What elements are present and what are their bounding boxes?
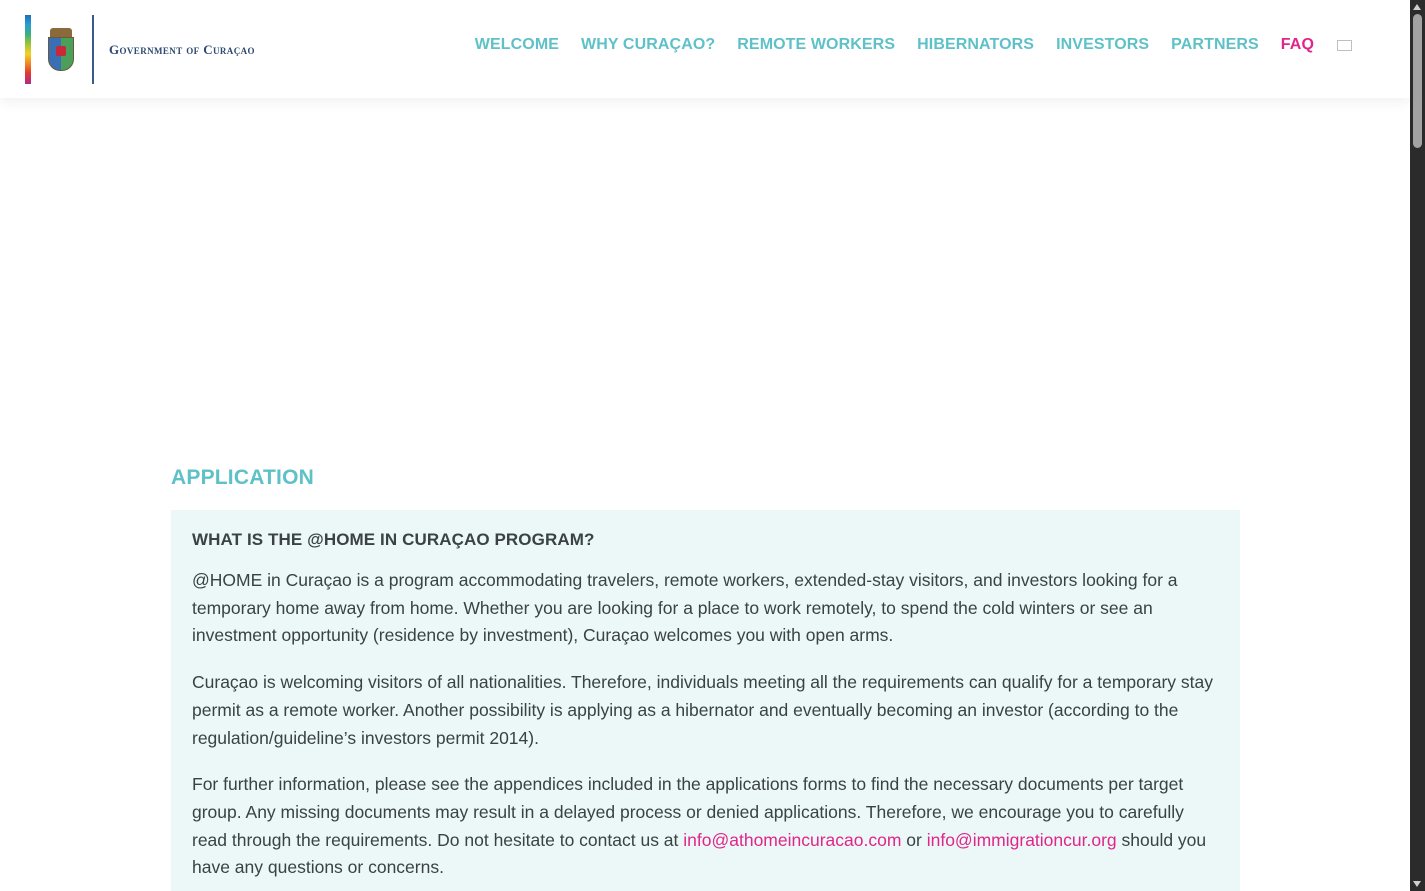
- faq-paragraph-1: @HOME in Curaçao is a program accommodating travelers, remote workers, extended-stay visitors, and investors looking for a temporary home away from home. Whether you are looking for a place to work remotely, to spend the cold winters or see an investment opportunity (residence by investment), Curaçao welcomes you with open arms.: [192, 570, 1178, 646]
- page-scrollbar[interactable]: [1410, 0, 1425, 891]
- faq-paragraph-3: [192, 771, 1219, 882]
- faq-question[interactable]: WHAT IS THE @HOME IN CURAÇAO PROGRAM?: [192, 530, 595, 549]
- nav-partners[interactable]: PARTNERS: [1171, 36, 1259, 53]
- site-header: [0, 0, 1410, 98]
- scroll-down-icon[interactable]: [1413, 881, 1421, 887]
- scroll-thumb[interactable]: [1413, 14, 1422, 148]
- logo-text: Government of Curaçao: [109, 41, 255, 57]
- faq-paragraph-2: Curaçao is welcoming visitors of all nationalities. Therefore, individuals meeting all the requirements can qualify for a temporary stay permit as a remote worker. Another possibility is applying as a hibernator and eventually becoming an investor (according to the regulation/guideline’s investors permit 2014).: [192, 672, 1213, 748]
- logo-color-bar: [25, 15, 31, 84]
- faq-text-segment: or: [901, 829, 927, 850]
- nav-hibernators[interactable]: HIBERNATORS: [917, 36, 1035, 53]
- section-title: APPLICATION: [171, 466, 314, 489]
- nav-faq[interactable]: FAQ: [1280, 36, 1314, 53]
- faq-item: [171, 510, 1240, 891]
- email-link-athome[interactable]: info@athomeincuracao.com: [683, 829, 902, 850]
- menu-toggle-icon[interactable]: [1337, 40, 1352, 51]
- faq-text-segment: should you have any questions or concerns.: [192, 829, 1207, 878]
- scroll-up-icon[interactable]: [1413, 4, 1421, 10]
- faq-text-segment: For further information, please see the appendices included in the applications forms to find the necessary documents per target group. Any missing documents may result in a delayed process or denied applications. Therefore, we encourage you to carefully read through the requirements. Do not hesitate to contact us at: [192, 774, 1184, 850]
- logo-divider: [92, 15, 94, 84]
- main-nav: [453, 36, 1352, 54]
- nav-remote-workers[interactable]: REMOTE WORKERS: [737, 36, 896, 53]
- nav-why-curacao[interactable]: WHY CURAÇAO?: [581, 36, 716, 53]
- nav-investors[interactable]: INVESTORS: [1056, 36, 1150, 53]
- coat-of-arms-icon: [47, 28, 75, 72]
- site-logo[interactable]: [25, 15, 255, 84]
- email-link-immigration[interactable]: info@immigrationcur.org: [926, 829, 1117, 850]
- nav-welcome[interactable]: WELCOME: [474, 36, 560, 53]
